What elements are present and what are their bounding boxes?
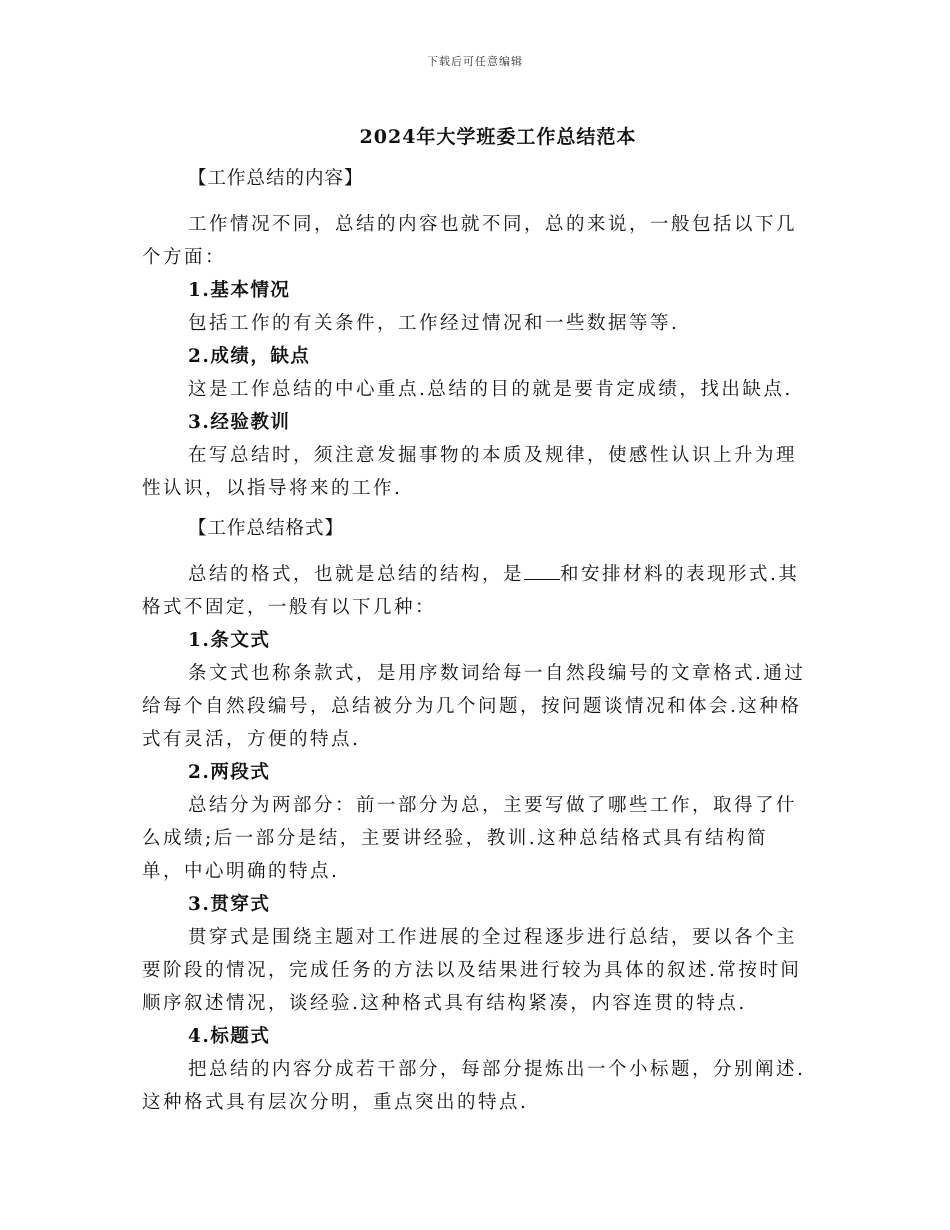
format-intro-after: 和安排材料的表现形式.其格式不固定，一般有以下几种： — [142, 564, 800, 618]
section-content — [142, 162, 810, 195]
format-section-body — [142, 558, 810, 1119]
subheading-through: 3.贯穿式 — [188, 894, 271, 915]
fill-blank — [524, 561, 560, 580]
subheading-achievements: 2.成绩，缺点 — [188, 346, 311, 367]
section-content-body — [142, 208, 810, 505]
paragraph-format-intro — [142, 558, 810, 624]
format-heading: 【工作总结格式】 — [188, 518, 345, 539]
paragraph-lessons: 在写总结时，须注意发掘事物的本质及规律，使感性认识上升为理性认识，以指导将来的工作. — [142, 445, 798, 499]
paragraph-through: 贯穿式是围绕主题对工作进展的全过程逐步进行总结，要以各个主要阶段的情况，完成任务的方法以及结果进行较为具体的叙述.常按时间顺序叙述情况，谈经验.这种格式具有结构紧凑，内容连贯的特点. — [142, 927, 802, 1014]
format-section — [142, 512, 810, 545]
paragraph-basic: 包括工作的有关条件，工作经过情况和一些数据等等. — [188, 313, 680, 334]
paragraph-two-part: 总结分为两部分：前一部分为总，主要写做了哪些工作，取得了什么成绩;后一部分是结，主要讲经验，教训.这种总结格式具有结构简单，中心明确的特点. — [142, 795, 798, 882]
paragraph-clause: 条文式也称条款式，是用序数词给每一自然段编号的文章格式.通过给每个自然段编号，总结被分为几个问题，按问题谈情况和体会.这种格式有灵活，方便的特点. — [142, 663, 806, 750]
section-heading: 【工作总结的内容】 — [188, 168, 364, 189]
subheading-basic: 1.基本情况 — [188, 280, 291, 301]
subheading-titled: 4.标题式 — [188, 1026, 271, 1047]
subheading-clause: 1.条文式 — [188, 630, 271, 651]
subheading-lessons: 3.经验教训 — [188, 412, 291, 433]
paragraph-intro: 工作情况不同，总结的内容也就不同，总的来说，一般包括以下几个方面： — [142, 214, 798, 268]
format-intro-before: 总结的格式，也就是总结的结构，是 — [188, 564, 525, 585]
header-note: 下载后可任意编辑 — [427, 55, 523, 68]
subheading-two-part: 2.两段式 — [188, 762, 271, 783]
document-title: 2024年大学班委工作总结范本 — [359, 126, 637, 148]
paragraph-titled: 把总结的内容分成若干部分，每部分提炼出一个小标题，分别阐述.这种格式具有层次分明，重点突出的特点. — [142, 1059, 806, 1113]
paragraph-achievements: 这是工作总结的中心重点.总结的目的就是要肯定成绩，找出缺点. — [188, 379, 793, 400]
